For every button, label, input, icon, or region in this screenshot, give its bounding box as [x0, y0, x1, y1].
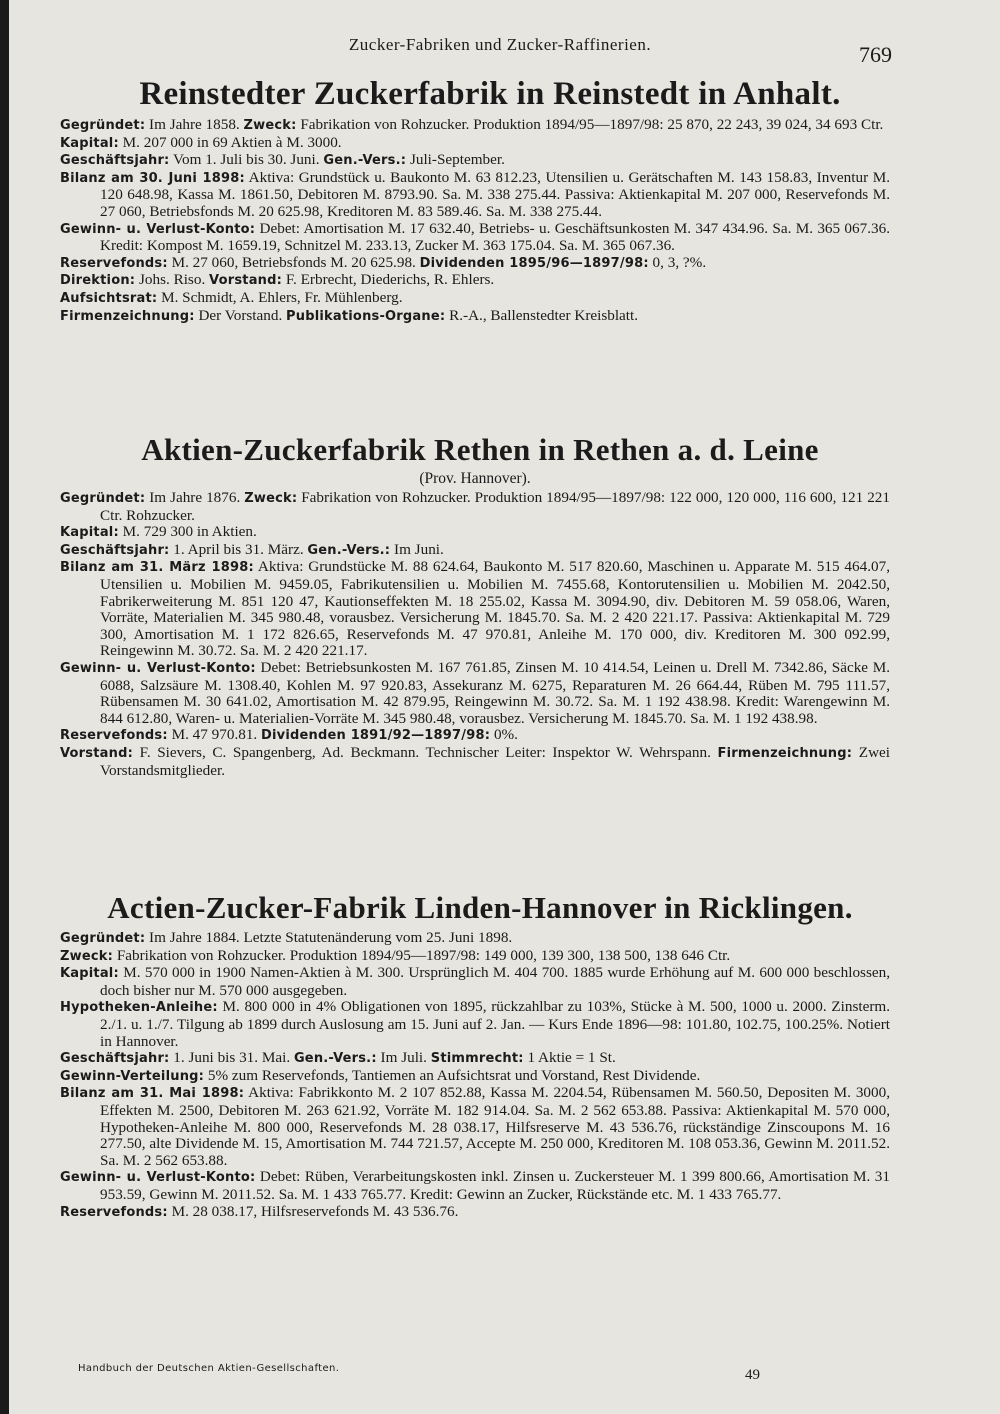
- entry-label: Stimmrecht:: [430, 1051, 524, 1067]
- entry-text: Aktiva: Fabrikkonto M. 2 107 852.88, Kassa M. 2204.54, Rübensamen M. 560.50, Depositen M. 3000, Effekten M. 2500, Debitoren M. 263 621.92, Vorräte M. 182 914.04. Sa. M. 2 562 653.88. Passiva: Aktienkapital M. 570 000, Hypotheken-Anleihe M. 800 000, Reservefonds M. 28 038.17, Hilfsreserve M. 43 536.76, rückständige Zinscoupons M. 16 277.50, alte Dividende M. 15, Amortisation M. 744 721.57, Accepte M. 250 000, Kreditoren M. 108 053.36, Gewinn M. 2011.52. Sa. M. 2 562 653.88.: [100, 1084, 890, 1169]
- entry-label: Reservefonds:: [60, 728, 168, 744]
- entry-label: Gewinn-Verteilung:: [60, 1068, 205, 1084]
- entry-text: Im Jahre 1884. Letzte Statutenänderung vom 25. Juni 1898.: [145, 929, 513, 946]
- entry-text: Im Juni.: [390, 540, 444, 558]
- entry-text: 1. Juni bis 31. Mai.: [169, 1049, 294, 1067]
- entry-text: M. 28 038.17, Hilfsreservefonds M. 43 536.76.: [167, 1202, 459, 1220]
- entry-profit-loss: [60, 660, 890, 727]
- entry-reserve: [60, 255, 890, 273]
- entry-founded: [60, 490, 890, 524]
- entry-text: M. 570 000 in 1900 Namen-Aktien à M. 300. Ursprünglich M. 404 700. 1885 wurde Erhöhung auf M. 600 000 beschlossen, doch bisher nur M. 570 000 ausgegeben.: [100, 964, 890, 999]
- entry-text: F. Erbrecht, Diederichs, R. Ehlers.: [282, 271, 495, 289]
- entry-text: M. 27 060, Betriebsfonds M. 20 625.98.: [167, 253, 420, 271]
- entry-label: Aufsichtsrat:: [60, 290, 158, 306]
- entry-label: Bilanz am 31. März 1898:: [60, 560, 254, 576]
- entry-fiscal-year: [60, 542, 890, 560]
- entry-profit-loss: [60, 221, 890, 255]
- entry-label: Gen.-Vers.:: [307, 542, 391, 558]
- company-subtitle: (Prov. Hannover).: [419, 470, 531, 487]
- entry-label: Gegründet:: [60, 931, 146, 946]
- entry-capital: [60, 135, 890, 153]
- entry-reserve: [60, 727, 890, 745]
- entry-text: M. 800 000 in 4% Obligationen von 1895, rückzahlbar zu 103%, Stücke à M. 500, 1000 u. 2000. Zinsterm. 2./1. u. 1./7. Tilgung ab 1899 durch Auslosung am 15. Juni auf 2. Jan. — Kurs Ende 1896—98: 101.80, 102.75, 100.25%. Notiert in Hannover.: [100, 998, 890, 1050]
- entry-text: Fabrikation von Rohzucker. Produktion 1894/95—1897/98: 25 870, 22 243, 39 024, 34 693 Ctr.: [296, 116, 884, 133]
- entry-label: Dividenden 1891/92—1897/98:: [261, 728, 491, 744]
- entry-text: Fabrikation von Rohzucker. Produktion 1894/95—1897/98: 122 000, 120 000, 116 600, 121 221 Ctr. Rohzucker.: [100, 489, 890, 524]
- entry-capital: [60, 965, 890, 999]
- entry-label: Zweck:: [60, 948, 114, 964]
- entry-label: Gen.-Vers.:: [323, 153, 407, 169]
- entry-mortgage-loan: [60, 999, 890, 1050]
- entry-supervisory-board: [60, 290, 890, 308]
- entry-text: 0, 3, ?%.: [648, 253, 707, 271]
- entry-text: 1. April bis 31. März.: [169, 540, 308, 558]
- running-title: Zucker-Fabriken und Zucker-Raffinerien.: [348, 35, 652, 54]
- entry-label: Kapital:: [60, 525, 119, 541]
- company-rethen: [60, 432, 890, 779]
- entry-capital: [60, 524, 890, 542]
- entry-text: Johs. Riso.: [135, 271, 210, 289]
- entry-label: Vorstand:: [60, 745, 133, 761]
- entry-text: F. Sievers, C. Spangenberg, Ad. Beckmann. Technischer Leiter: Inspektor W. Wehrspann.: [132, 743, 718, 761]
- entry-text: M. 47 970.81.: [167, 726, 262, 744]
- entry-label: Firmenzeichnung:: [717, 745, 853, 761]
- entry-profit-loss: [60, 1169, 890, 1203]
- entry-label: Reservefonds:: [60, 1204, 168, 1220]
- entry-text: Zwei Vorstandsmitglieder.: [100, 743, 890, 779]
- entry-text: M. 729 300 in Aktien.: [118, 523, 257, 541]
- entry-text: Aktiva: Grundstück u. Baukonto M. 63 812.23, Utensilien u. Gerätschaften M. 143 158.83, Inventur M. 120 648.98, Kassa M. 1861.50, Debitoren M. 8793.90. Sa. M. 338 275.44. Passiva: Aktienkapital M. 207 000, Reservefonds M. 27 060, Betriebsfonds M. 20 625.98, Kreditoren M. 83 589.46. Sa. M. 338 275.44.: [100, 168, 890, 220]
- scan-edge: [0, 0, 9, 1414]
- entry-label: Gegründet:: [60, 491, 146, 506]
- entry-label: Gewinn- u. Verlust-Konto:: [60, 221, 256, 237]
- entry-purpose: [60, 948, 890, 966]
- company-title: Actien-Zucker-Fabrik Linden-Hannover in Ricklingen.: [107, 890, 853, 925]
- entry-label: Bilanz am 31. Mai 1898:: [60, 1086, 245, 1102]
- entry-text: M. 207 000 in 69 Aktien à M. 3000.: [118, 133, 342, 151]
- entry-label: Geschäftsjahr:: [60, 1051, 170, 1067]
- entry-founded: [60, 930, 890, 948]
- entry-fiscal-year: [60, 152, 890, 170]
- entry-text: Aktiva: Grundstücke M. 88 624.64, Baukonto M. 517 820.60, Maschinen u. Apparate M. 515 464.07, Utensilien u. Mobilien M. 9459.05, Fabrikutensilien u. Mobilien M. 7455.68, Kontorutensilien u. Mobilien M. 2042.50, Fabrikerweiterung M. 851 120 47, Kautionseffekten M. 18 255.02, Kassa M. 3094.90, div. Debitoren M. 59 058.06, Waren, Vorräte, Materialien M. 345 980.48, vorausbez. Versicherung M. 1845.70. Sa. M. 2 420 221.17. Passiva: Aktienkapital M. 729 300, Amortisation M. 1 172 826.65, Reservefonds M. 47 970.81, Anleihe M. 170 000, div. Kreditoren M. 300 092.99, Reingewinn M. 30.72. Sa. M. 2 420 221.17.: [100, 558, 890, 660]
- entry-label: Bilanz am 30. Juni 1898:: [60, 170, 245, 186]
- entry-founded: [60, 117, 890, 135]
- entry-text: Debet: Betriebsunkosten M. 167 761.85, Zinsen M. 10 414.54, Leinen u. Drell M. 7342.86, Säcke M. 6088, Salzsäure M. 1308.40, Kohlen M. 97 920.83, Assekuranz M. 6275, Reparaturen M. 26 664.44, Rüben M. 795 111.57, Rübensamen M. 30 641.02, Amortisation M. 42 879.95, Reingewinn M. 30.72. Sa. M. 1 192 438.98. Kredit: Warengewinn M. 844 612.80, Waren- u. Materialien-Vorräte M. 345 980.48, vorausbez. Versicherung M. 1845.70. Sa. M. 1 192 438.98.: [100, 658, 890, 727]
- company-linden-hannover: [60, 890, 890, 1221]
- entry-text: 1 Aktie = 1 St.: [523, 1049, 616, 1067]
- company-reinstedt: [60, 76, 890, 325]
- entry-text: 5% zum Reservefonds, Tantiemen an Aufsichtsrat und Vorstand, Rest Dividende.: [204, 1066, 701, 1084]
- entry-label: Geschäftsjahr:: [60, 542, 170, 558]
- entry-text: Vom 1. Juli bis 30. Juni.: [169, 151, 324, 169]
- company-title: Aktien-Zuckerfabrik Rethen in Rethen a. d. Leine: [141, 432, 819, 467]
- entry-text: Debet: Amortisation M. 17 632.40, Betriebs- u. Geschäftsunkosten M. 347 434.96. Sa. M. 365 067.36. Kredit: Kompost M. 1659.19, Schnitzel M. 233.13, Zucker M. 363 175.04. Sa. M. 365 067.36.: [100, 219, 890, 255]
- entry-profit-distribution: [60, 1068, 890, 1086]
- entry-text: Juli-September.: [406, 151, 505, 169]
- entry-balance: [60, 170, 890, 221]
- company-title: Reinstedter Zuckerfabrik in Reinstedt in Anhalt.: [139, 76, 841, 112]
- entry-text: Im Jahre 1876.: [145, 489, 245, 506]
- entry-label: Vorstand:: [209, 273, 283, 289]
- entry-label: Gewinn- u. Verlust-Konto:: [60, 1170, 256, 1186]
- entry-text: R.-A., Ballenstedter Kreisblatt.: [445, 306, 639, 324]
- entry-label: Publikations-Organe:: [286, 308, 446, 324]
- entry-text: Im Juli.: [376, 1049, 431, 1067]
- entry-text: Debet: Rüben, Verarbeitungskosten inkl. Zinsen u. Zuckersteuer M. 1 399 800.66, Amortisation M. 31 953.59, Gewinn M. 2011.52. Sa. M. 1 433 765.77. Kredit: Gewinn an Zucker, Rückstände etc. M. 1 433 765.77.: [100, 1168, 890, 1203]
- entry-text: 0%.: [490, 726, 518, 744]
- entry-text: Der Vorstand.: [194, 306, 287, 324]
- entry-balance: [60, 559, 890, 660]
- entry-label: Kapital:: [60, 966, 119, 982]
- page-number: 769: [859, 42, 892, 67]
- entry-label: Dividenden 1895/96—1897/98:: [419, 255, 649, 271]
- footer-publication: Handbuch der Deutschen Aktien-Gesellschaften.: [78, 1363, 340, 1374]
- entry-text: Fabrikation von Rohzucker. Produktion 1894/95—1897/98: 149 000, 139 300, 138 500, 138 646 Ctr.: [113, 946, 731, 964]
- entry-label: Firmenzeichnung:: [60, 308, 195, 324]
- entry-text: M. Schmidt, A. Ehlers, Fr. Mühlenberg.: [157, 288, 403, 306]
- footer-signature-number: 49: [745, 1367, 760, 1383]
- entry-label: Hypotheken-Anleihe:: [60, 1000, 218, 1016]
- entry-label: Zweck:: [243, 118, 297, 133]
- entry-board: [60, 745, 890, 779]
- entry-label: Gewinn- u. Verlust-Konto:: [60, 660, 256, 676]
- entry-text: Im Jahre 1858.: [145, 116, 244, 133]
- entry-reserve: [60, 1204, 890, 1222]
- entry-label: Geschäftsjahr:: [60, 153, 170, 169]
- entry-label: Kapital:: [60, 135, 119, 151]
- entry-label: Gegründet:: [60, 118, 146, 133]
- entry-label: Direktion:: [60, 273, 136, 289]
- entry-label: Zweck:: [244, 491, 298, 506]
- entry-signature: [60, 308, 890, 326]
- entry-label: Reservefonds:: [60, 255, 168, 271]
- entry-direction: [60, 272, 890, 290]
- entry-fiscal-year: [60, 1050, 890, 1068]
- entry-label: Gen.-Vers.:: [293, 1051, 377, 1067]
- entry-balance: [60, 1085, 890, 1169]
